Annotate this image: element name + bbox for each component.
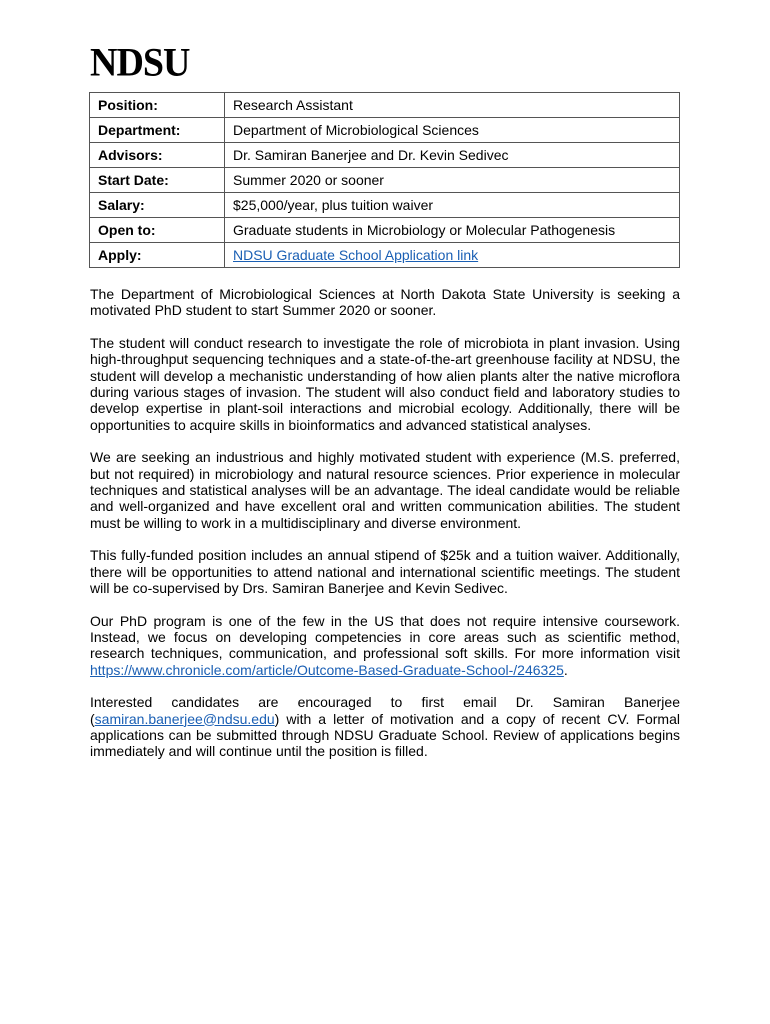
table-row-advisors [90,143,680,168]
start-date-label: Start Date: [90,168,225,193]
position-info-table [89,92,680,268]
funding-paragraph: This fully-funded position includes an annual stipend of $25k and a tuition waiver. Additionally, there will be opportunities to attend national and international scientific meetings. The student will be co-supervised by Drs. Samiran Banerjee and Kevin Sedivec. [90,547,680,597]
intro-paragraph: The Department of Microbiological Sciences at North Dakota State University is seeking a motivated PhD student to start Summer 2020 or sooner. [90,286,680,319]
table-row-start-date [90,168,680,193]
department-value: Department of Microbiological Sciences [225,118,680,143]
table-row-department [90,118,680,143]
program-paragraph [90,613,680,679]
program-text: Our PhD program is one of the few in the US that does not require intensive coursework. Instead, we focus on developing competencies in core areas such as scientific method, research techniques, communication, and professional soft skills. For more information visit [90,612,680,662]
salary-label: Salary: [90,193,225,218]
program-end: . [563,661,568,678]
contact-paragraph [90,694,680,760]
body-text [90,286,680,776]
contact-text-start: Interested candidates are encouraged to first email Dr. Samiran Banerjee ( [90,694,680,727]
apply-value [225,243,680,268]
salary-value: $25,000/year, plus tuition waiver [225,193,680,218]
requirements-paragraph: We are seeking an industrious and highly motivated student with experience (M.S. preferred, but not required) in microbiology and natural resource sciences. Prior experience in molecular techniques and statistical analyses will be an advantage. The ideal candidate would be reliable and well-organized and have excellent oral and written communication abilities. The student must be willing to work in a multidisciplinary and diverse environment. [90,449,680,531]
start-date-value: Summer 2020 or sooner [225,168,680,193]
department-label: Department: [90,118,225,143]
table-row-apply [90,243,680,268]
email-link[interactable]: samiran.banerjee@ndsu.edu [94,710,275,727]
research-paragraph: The student will conduct research to investigate the role of microbiota in plant invasion. Using high-throughput sequencing techniques and a state-of-the-art greenhouse facility at NDSU, the student will develop a mechanistic understanding of how alien plants alter the native microflora during various stages of invasion. The student will also conduct field and laboratory studies to develop expertise in plant-soil interactions and microbial ecology. Additionally, there will be opportunities to acquire skills in bioinformatics and advanced statistical analyses. [90,334,680,433]
table-row-salary [90,193,680,218]
advisors-value: Dr. Samiran Banerjee and Dr. Kevin Sedivec [225,143,680,168]
ndsu-logo: NDSU [90,41,190,86]
table-row-position [90,93,680,118]
contact-text-end: ) with a letter of motivation and a copy of recent CV. Formal applications can be submitted through NDSU Graduate School. Review of applications begins immediately and will continue until the position is filled. [90,710,680,760]
open-to-label: Open to: [90,218,225,243]
position-label: Position: [90,93,225,118]
advisors-label: Advisors: [90,143,225,168]
chronicle-article-link[interactable]: https://www.chronicle.com/article/Outcome-Based-Graduate-School-/246325 [90,661,564,678]
position-value: Research Assistant [225,93,680,118]
apply-label: Apply: [90,243,225,268]
table-row-open-to [90,218,680,243]
open-to-value: Graduate students in Microbiology or Molecular Pathogenesis [225,218,680,243]
application-link[interactable]: NDSU Graduate School Application link [233,247,479,263]
